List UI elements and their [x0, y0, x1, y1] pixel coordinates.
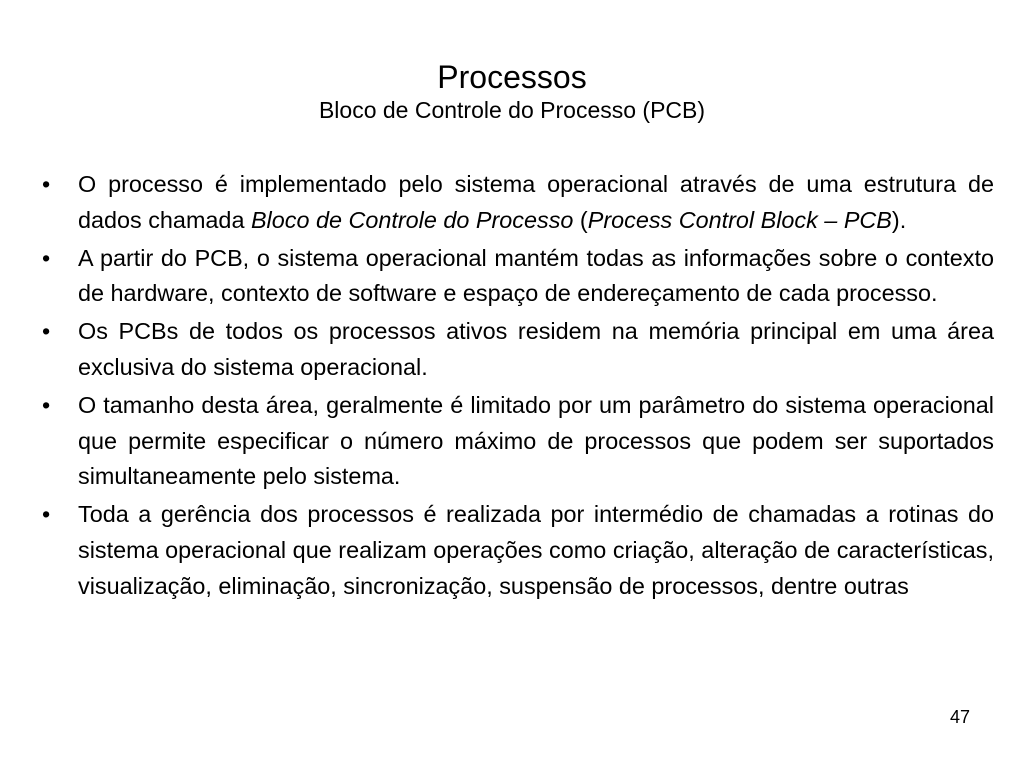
bullet-text: ).: [891, 206, 907, 233]
bullet-text: A partir do PCB, o sistema operacional mantém todas as informações sobre o contexto de hardware, contexto de software e espaço de endereçamento de cada processo.: [78, 244, 994, 307]
bullet-text: Toda a gerência dos processos é realizada por intermédio de chamadas a rotinas do sistema operacional que realizam operações como criação, alteração de características, visualização, eliminação, sincronização, suspensão de processos, dentre outras: [78, 501, 994, 599]
slide-title: Processos: [437, 59, 587, 95]
bullet-text: (: [573, 206, 588, 233]
title-block: [0, 58, 1024, 124]
bullet-dot-icon: •: [42, 501, 51, 528]
bullet-text: O tamanho desta área, geralmente é limitado por um parâmetro do sistema operacional que permite especificar o número máximo de processos que podem ser suportados simultaneamente pelo sistema.: [78, 391, 994, 490]
bullet-item: [42, 167, 994, 239]
bullet-emphasis: Bloco de Controle do Processo: [250, 206, 574, 233]
bullet-item: [42, 497, 994, 604]
bullet-dot-icon: •: [42, 171, 51, 197]
bullet-dot-icon: •: [42, 244, 51, 271]
bullet-dot-icon: •: [42, 391, 51, 418]
slide-subtitle: Bloco de Controle do Processo (PCB): [318, 97, 706, 123]
bullet-emphasis: Process Control Block – PCB: [587, 206, 892, 233]
bullet-item: [42, 241, 994, 313]
bullet-list: [42, 167, 994, 607]
bullet-item: [42, 314, 994, 386]
bullet-item: [42, 388, 994, 495]
page-number: 47: [949, 707, 970, 727]
bullet-dot-icon: •: [42, 318, 51, 345]
bullet-text: Os PCBs de todos os processos ativos residem na memória principal em uma área exclusiva do sistema operacional.: [78, 318, 994, 380]
bullet-text: O processo é implementado pelo sistema operacional através de uma estrutura de dados chamada: [78, 171, 994, 233]
